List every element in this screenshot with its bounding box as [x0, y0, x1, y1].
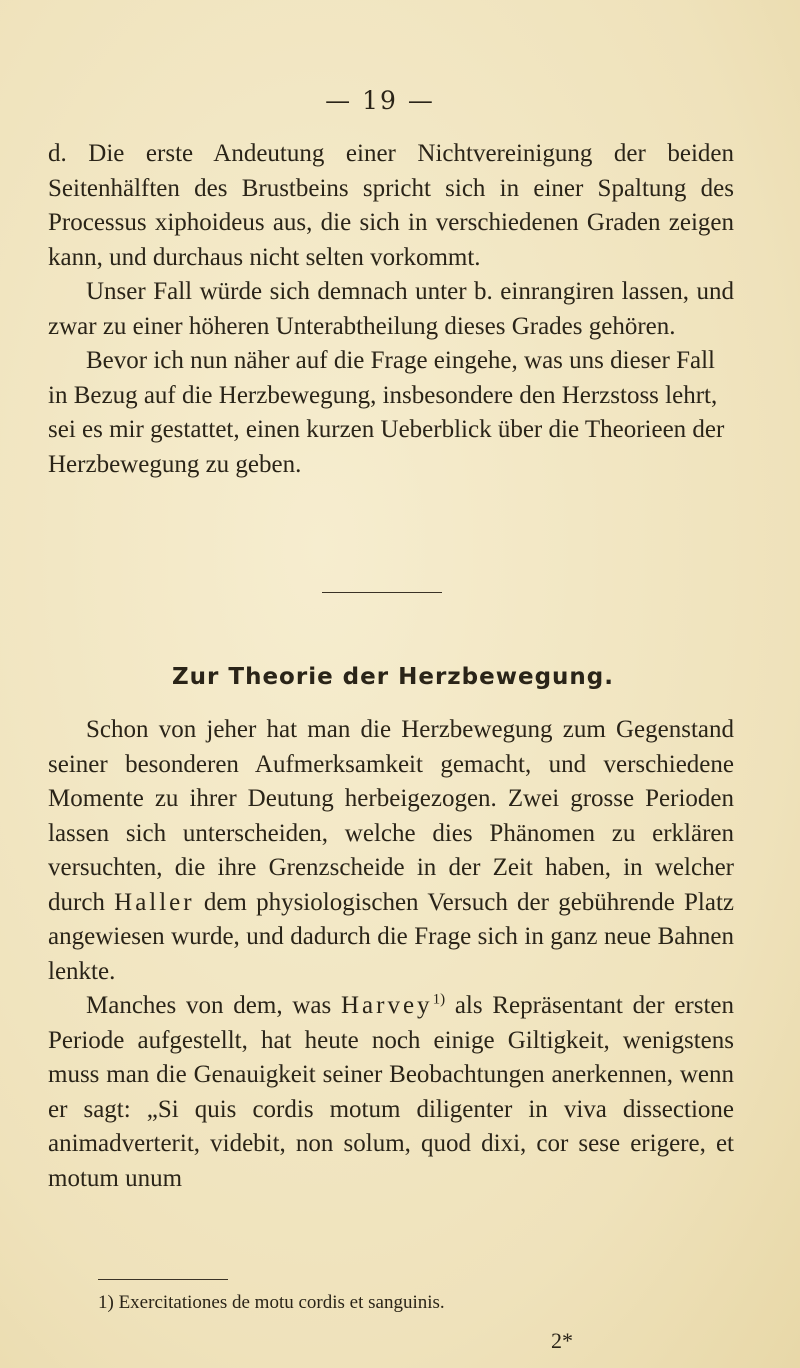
page-number: — 19 —: [325, 86, 435, 115]
paragraph-text: Schon von jeher hat man die Herzbewegung zum Gegenstand seiner besonderen Aufmerksamkeit gemacht, und verschiedene Momente zu ihrer Deutung herbeigezogen. Zwei grosse Perioden lassen sich unterscheiden, welche dies Phänomen zu erklären versuchten, die ihre Grenzscheide in der Zeit haben, in welcher durch: [48, 716, 734, 916]
footnote: 1) Exercitationes de motu cordis et sanguinis.: [98, 1292, 445, 1313]
text-block-top: [48, 137, 734, 482]
footnote-marker: 1): [432, 991, 446, 1008]
person-name-harvey: Harvey: [340, 992, 433, 1019]
section-heading: Zur Theorie der Herzbewegung.: [171, 664, 614, 690]
paragraph-manches: [48, 989, 734, 1196]
paragraph-text: Manches von dem, was: [86, 992, 341, 1019]
paragraph-d: d. Die erste Andeutung einer Nichtvereinigung der beiden Seitenhälften des Brustbeins spricht sich in einer Spaltung des Processus xiphoideus aus, die sich in verschiedenen Graden zeigen kann, und durchaus nicht selten vorkommt.: [48, 140, 734, 271]
section-divider: [322, 592, 442, 593]
paragraph-bevor: Bevor ich nun näher auf die Frage eingehe, was uns dieser Fall in Bezug auf die Herzbewegung, insbesondere den Herzstoss lehrt, sei es mir gestattet, einen kurzen Ueberblick über die Theorieen der Herzbewegung zu geben.: [48, 347, 725, 478]
paragraph-text: dem physiologischen Versuch der gebührende Platz angewiesen wurde, und dadurch die Frage sich in ganz neue Bahnen lenkte.: [48, 888, 734, 985]
paragraph-unser-fall: Unser Fall würde sich demnach unter b. einrangiren lassen, und zwar zu einer höheren Unterabtheilung dieses Grades gehören.: [48, 278, 734, 340]
text-block-bottom: [48, 713, 734, 1196]
footnote-divider: [98, 1279, 228, 1280]
paragraph-schon: [48, 713, 734, 989]
paragraph-text: als Repräsentant der ersten Periode aufgestellt, hat heute noch einige Giltigkeit, wenigstens muss man die Genauigkeit seiner Beobachtungen anerkennen, wenn er sagt: „Si quis cordis motum diligenter in viva dissectione animadverterit, videbit, non solum, quod dixi, cor sese erigere, et motum unum: [48, 992, 735, 1192]
signature-mark: 2*: [551, 1328, 573, 1353]
person-name-haller: Haller: [114, 888, 195, 916]
